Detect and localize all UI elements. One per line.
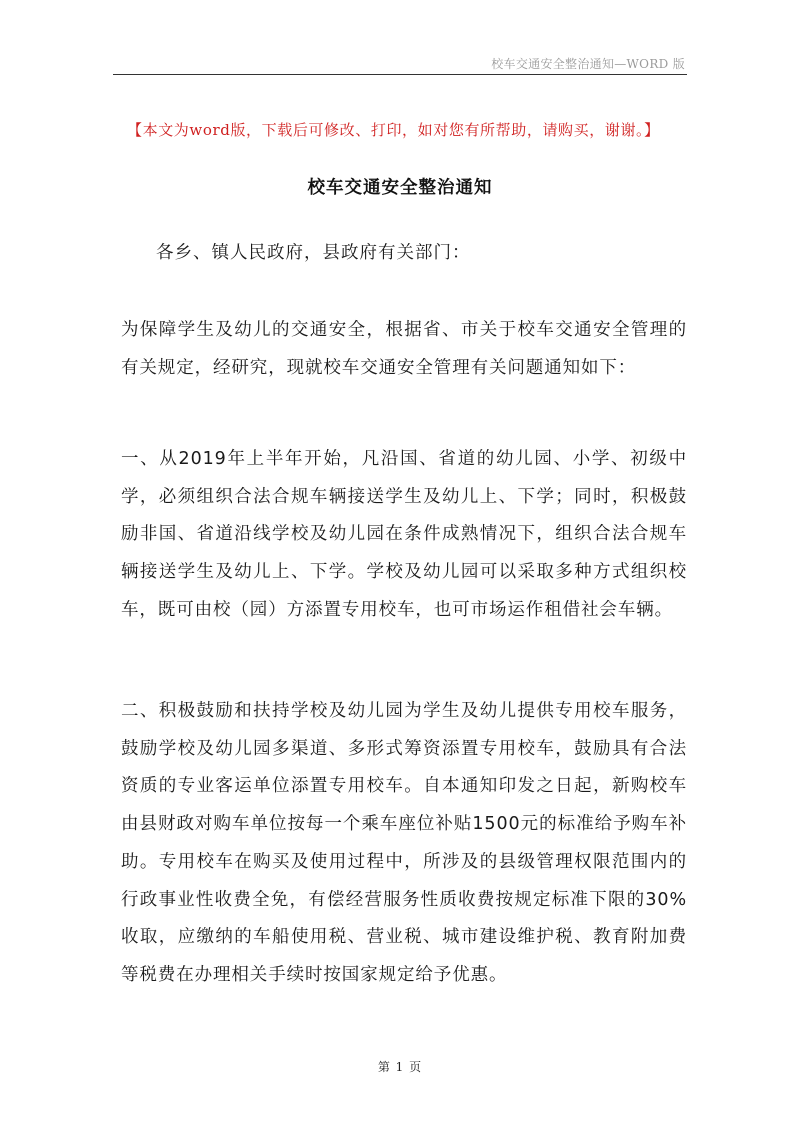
running-header-title: 校车交通安全整治通知—WORD 版: [491, 57, 685, 71]
salutation: 各乡、镇人民政府，县政府有关部门：: [156, 243, 471, 263]
paragraph-item-two: 二、积极鼓励和扶持学校及幼儿园为学生及幼儿提供专用校车服务，鼓励学校及幼儿园多渠道、多形式筹资添置专用校车，鼓励具有合法资质的专业客运单位添置专用校车。自本通知印发之日起，新购校车由县财政对购车单位按每一个乘车座位补贴1500元的标准给予购车补助。专用校车在购买及使用过程中，所涉及的县级管理权限范围内的行政事业性收费全免，有偿经营服务性质收费按规定标准下限的30%收取，应缴纳的车船使用税、营业税、城市建设维护税、教育附加费等税费在办理相关手续时按国家规定给予优惠。: [121, 701, 687, 985]
document-title: 校车交通安全整治通知: [307, 178, 493, 198]
paragraph-intro: 为保障学生及幼儿的交通安全，根据省、市关于校车交通安全管理的有关规定，经研究，现就校车交通安全管理有关问题通知如下：: [121, 320, 687, 378]
header-divider: [113, 74, 687, 75]
paragraph-item-one: 一、从2019年上半年开始，凡沿国、省道的幼儿园、小学、初级中学，必须组织合法合规车辆接送学生及幼儿上、下学；同时，积极鼓励非国、省道沿线学校及幼儿园在条件成熟情况下，组织合法合规车辆接送学生及幼儿上、下学。学校及幼儿园可以采取多种方式组织校车，既可由校（园）方添置专用校车，也可市场运作租借社会车辆。: [121, 449, 687, 620]
purchase-notice: 【本文为word版，下载后可修改、打印，如对您有所帮助，请购买，谢谢。】: [127, 121, 660, 139]
page-number: 第 1 页: [377, 1060, 423, 1074]
